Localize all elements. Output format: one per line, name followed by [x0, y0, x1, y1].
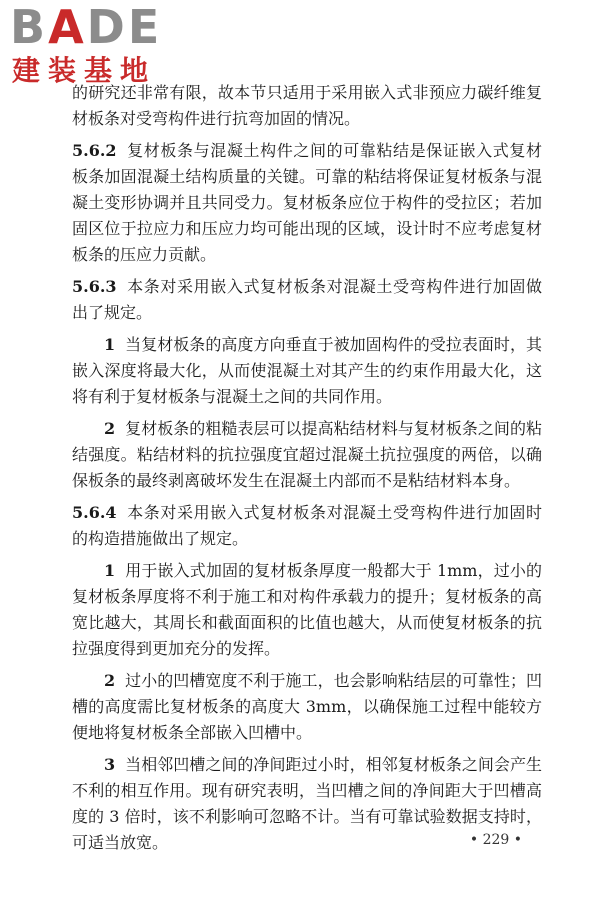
item-text: 当复材板条的高度方向垂直于被加固构件的受拉表面时，其嵌入深度将最大化，从而使混凝土对其产生的约束作用最大化，这将有利于复材板条与混凝土之间的共同作用。	[72, 335, 542, 406]
section-number: 5.6.4	[72, 503, 117, 522]
item-text: 用于嵌入式加固的复材板条厚度一般都大于 1mm，过小的复材板条厚度将不利于施工和对构件承载力的提升；复材板条的高宽比越大，其周长和截面面积的比值也越大，从而使复材板条的抗拉强度得到更加充分的发挥。	[72, 561, 542, 658]
item-text: 复材板条的粗糙表层可以提高粘结材料与复材板条之间的粘结强度。粘结材料的抗拉强度宜超过混凝土抗拉强度的两倍，以确保板条的最终剥离破坏发生在混凝土内部而不是粘结材料本身。	[72, 419, 542, 490]
section-5-6-3	[72, 274, 542, 326]
logo-wordmark	[10, 2, 162, 52]
logo-letters-de: DE	[86, 0, 163, 54]
list-item	[72, 332, 542, 410]
item-number: 1	[104, 335, 116, 354]
list-item	[72, 558, 542, 662]
list-item	[72, 416, 542, 494]
item-number: 3	[104, 755, 116, 774]
page-number: • 229 •	[469, 832, 522, 848]
item-number: 2	[104, 671, 116, 690]
item-text: 当相邻凹槽之间的净间距过小时，相邻复材板条之间会产生不利的相互作用。现有研究表明，当凹槽之间的净间距大于凹槽高度的 3 倍时，该不利影响可忽略不计。当有可靠试验数据支持时，可适当放宽。	[72, 755, 542, 852]
logo-letter-a: A	[48, 0, 87, 54]
item-number: 2	[104, 419, 116, 438]
item-text: 过小的凹槽宽度不利于施工，也会影响粘结层的可靠性；凹槽的高度需比复材板条的高度大 3mm，以确保施工过程中能较方便地将复材板条全部嵌入凹槽中。	[72, 671, 542, 742]
paragraph-continued	[72, 80, 542, 132]
logo-tagline: 建装基地	[12, 54, 157, 87]
section-text: 本条对采用嵌入式复材板条对混凝土受弯构件进行加固时的构造措施做出了规定。	[72, 503, 542, 548]
section-text: 本条对采用嵌入式复材板条对混凝土受弯构件进行加固做出了规定。	[72, 277, 542, 322]
section-text: 复材板条与混凝土构件之间的可靠粘结是保证嵌入式复材板条加固混凝土结构质量的关键。可靠的粘结将保证复材板条与混凝土变形协调并且共同受力。复材板条应位于构件的受拉区；若加固区位于拉应力和压应力均可能出现的区域，设计时不应考虑复材板条的压应力贡献。	[72, 141, 542, 264]
section-5-6-2	[72, 138, 542, 268]
logo-letter-b: B	[10, 0, 49, 54]
section-5-6-4	[72, 500, 542, 552]
item-number: 1	[104, 561, 116, 580]
document-body	[72, 80, 542, 862]
section-number: 5.6.2	[72, 141, 117, 160]
list-item	[72, 668, 542, 746]
section-number: 5.6.3	[72, 277, 117, 296]
paragraph-text: 的研究还非常有限，故本节只适用于采用嵌入式非预应力碳纤维复材板条对受弯构件进行抗弯加固的情况。	[72, 83, 542, 128]
